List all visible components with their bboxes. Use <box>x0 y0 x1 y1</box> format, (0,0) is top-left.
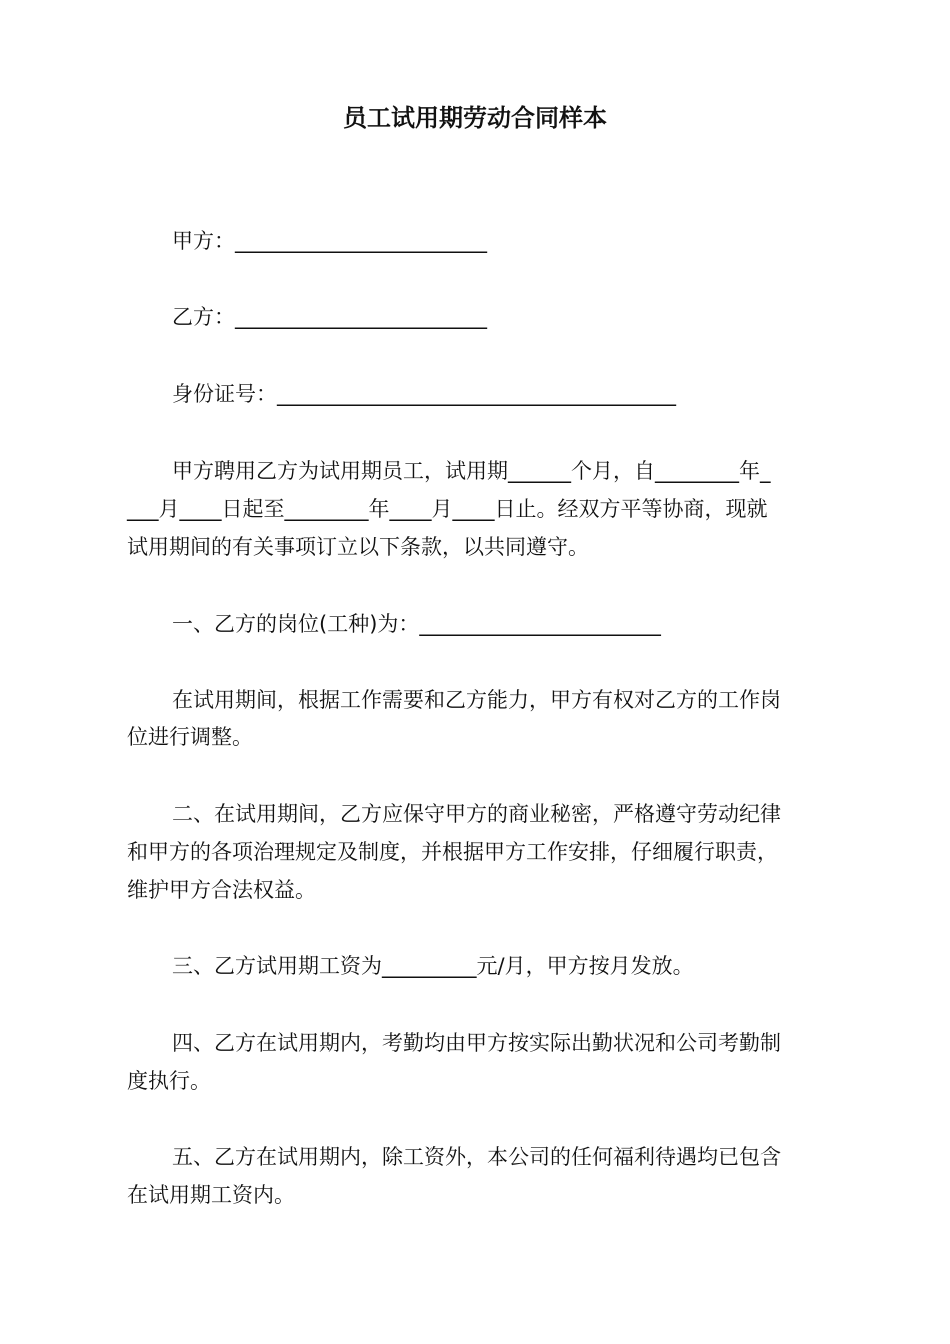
clause-5-line: 在试用期工资内。 <box>127 1183 295 1207</box>
document-title: 员工试用期劳动合同样本 <box>343 104 607 132</box>
id-number-field: 身份证号：______________________________________ <box>172 382 676 406</box>
clause-1-note-line: 位进行调整。 <box>127 725 253 749</box>
clause-1-note-line: 在试用期间，根据工作需要和乙方能力，甲方有权对乙方的工作岗 <box>172 688 781 712</box>
clause-5-line: 五、乙方在试用期内，除工资外，本公司的任何福利待遇均已包含 <box>172 1145 781 1169</box>
clause-1-line: 一、乙方的岗位(工种)为：_______________________ <box>172 612 661 636</box>
clause-2-line: 二、在试用期间，乙方应保守甲方的商业秘密，严格遵守劳动纪律 <box>172 802 781 826</box>
intro-line: 试用期间的有关事项订立以下条款，以共同遵守。 <box>127 535 589 559</box>
clause-3-line: 三、乙方试用期工资为_________元/月，甲方按月发放。 <box>172 954 694 978</box>
clause-4-line: 四、乙方在试用期内，考勤均由甲方按实际出勤状况和公司考勤制 <box>172 1031 781 1055</box>
clause-4-line: 度执行。 <box>127 1069 211 1093</box>
party-b-field: 乙方：________________________ <box>172 305 487 329</box>
intro-line: 甲方聘用乙方为试用期员工，试用期______个月，自________年_ <box>172 459 771 483</box>
clause-2-line: 和甲方的各项治理规定及制度，并根据甲方工作安排，仔细履行职责， <box>127 840 778 864</box>
intro-line: ___月____日起至________年____月____日止。经双方平等协商，现就 <box>127 497 768 521</box>
party-a-field: 甲方：________________________ <box>172 229 487 253</box>
clause-2-line: 维护甲方合法权益。 <box>127 878 316 902</box>
